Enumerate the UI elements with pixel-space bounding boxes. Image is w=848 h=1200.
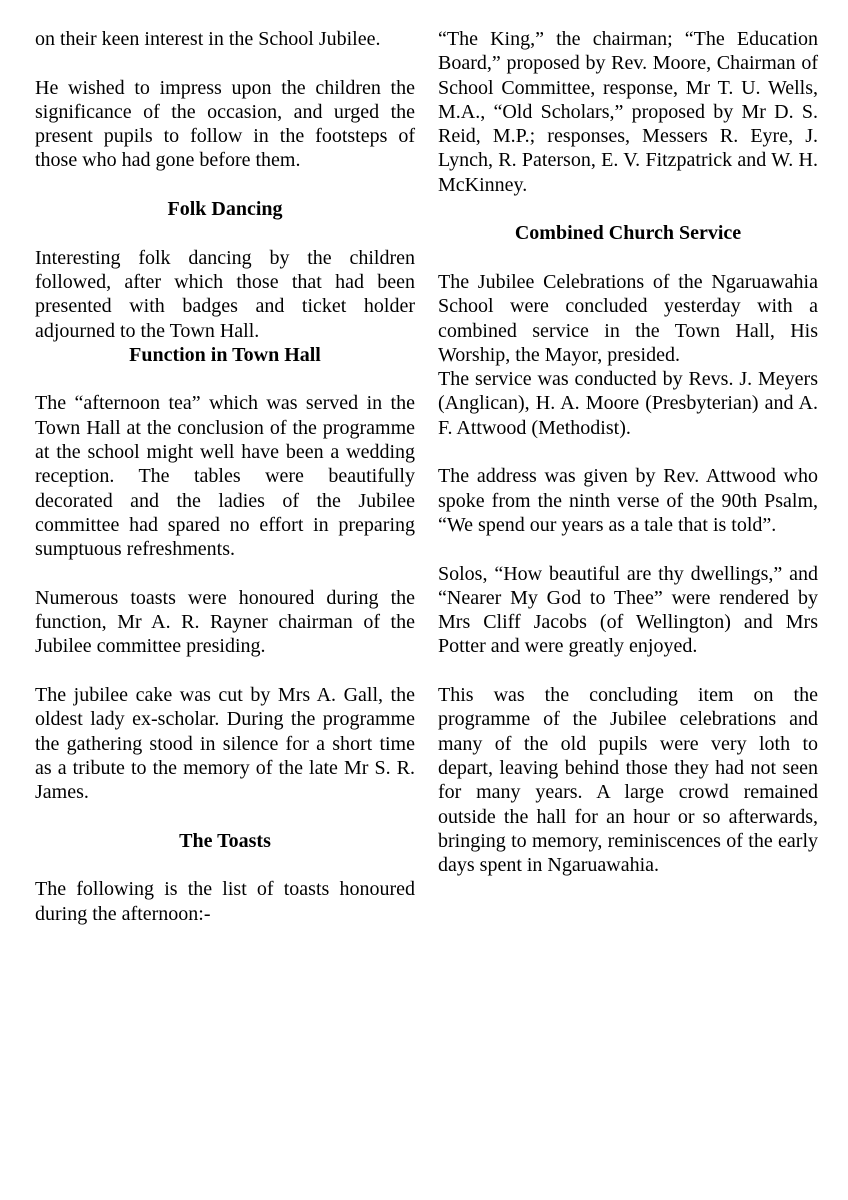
section-heading: The Toasts — [179, 829, 271, 852]
paragraph: The jubilee cake was cut by Mrs A. Gall, the oldest lady ex-scholar. During the programme the gathering stood in silence for a short time as a tribute to the memory of the late Mr S. R. James. — [35, 684, 415, 804]
paragraph: Numerous toasts were honoured during the function, Mr A. R. Rayner chairman of the Jubilee committee presiding. — [35, 586, 415, 658]
paragraph: The Jubilee Celebrations of the Ngaruawahia School were concluded yesterday with a combined service in the Town Hall, His Worship, the Mayor, presided. — [438, 270, 818, 366]
paragraph: He wished to impress upon the children the significance of the occasion, and urged the present pupils to follow in the footsteps of those who had gone before them. — [35, 76, 415, 172]
paragraph: The service was conducted by Revs. J. Meyers (Anglican), H. A. Moore (Presbyterian) and A. F. Attwood (Methodist). — [438, 368, 818, 439]
section-heading: Folk Dancing — [167, 198, 283, 221]
two-column-layout — [35, 27, 818, 926]
paragraph: The following is the list of toasts honoured during the afternoon:- — [35, 878, 415, 925]
paragraph: Interesting folk dancing by the children followed, after which those that had been presented with badges and ticket holder adjourned to the Town Hall. — [35, 246, 415, 342]
paragraph: Solos, “How beautiful are thy dwellings,” and “Nearer My God to Thee” were rendered by Mrs Cliff Jacobs (of Wellington) and Mrs Potter and were greatly enjoyed. — [438, 562, 818, 658]
left-column — [35, 27, 415, 926]
section-heading: Function in Town Hall — [129, 343, 321, 366]
right-column — [438, 27, 818, 926]
paragraph: on their keen interest in the School Jubilee. — [35, 28, 381, 50]
section-heading: Combined Church Service — [514, 222, 742, 245]
paragraph: The “afternoon tea” which was served in the Town Hall at the conclusion of the programme at the school might well have been a wedding reception. The tables were beautifully decorated and the ladies of the Jubilee committee had spared no effort in preparing sumptuous refreshments. — [35, 392, 415, 561]
paragraph: This was the concluding item on the programme of the Jubilee celebrations and many of the old pupils were very loth to depart, leaving behind those they had not seen for many years. A large crowd remained outside the hall for an hour or so afterwards, bringing to memory, reminiscences of the early days spent in Ngaruawahia. — [438, 684, 818, 877]
paragraph: The address was given by Rev. Attwood who spoke from the ninth verse of the 90th Psalm, “We spend our years as a tale that is told”. — [438, 465, 818, 536]
paragraph: “The King,” the chairman; “The Education Board,” proposed by Rev. Moore, Chairman of School Committee, response, Mr T. U. Wells, M.A., “Old Scholars,” proposed by Mr D. S. Reid, M.P.; responses, Messers R. Eyre, J. Lynch, R. Paterson, E. V. Fitzpatrick and W. H. McKinney. — [438, 28, 818, 196]
